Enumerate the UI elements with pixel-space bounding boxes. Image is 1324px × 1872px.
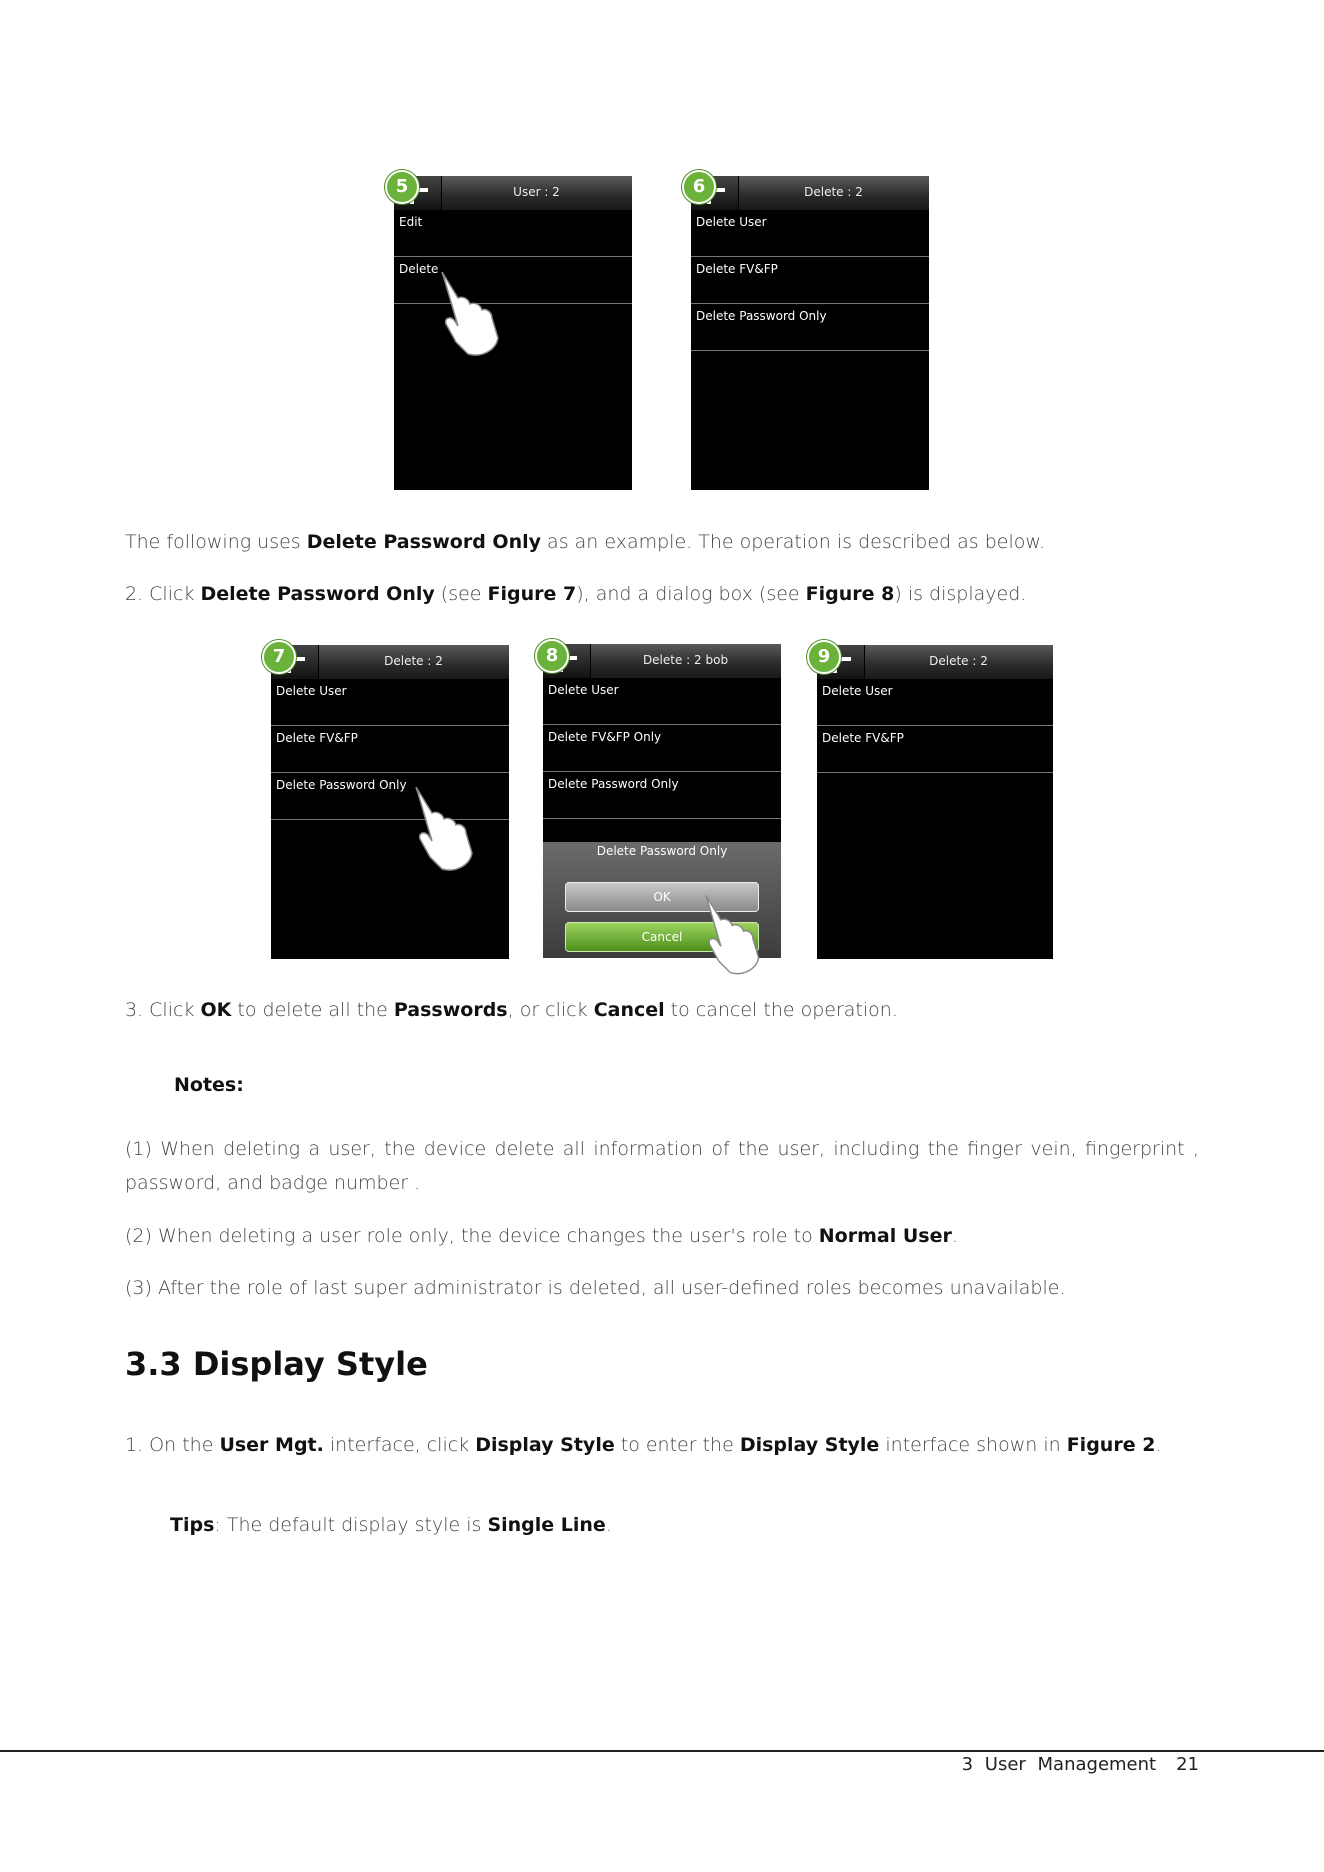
- screen-title: Delete : 2 bob: [642, 653, 729, 667]
- display-style-step-1: 1. On the User Mgt. interface, click Display Style to enter the Display Style interface shown in Figure 2.: [125, 1434, 1162, 1456]
- screen-title: User : 2: [513, 185, 560, 199]
- device-screen-fig5: [394, 176, 632, 490]
- menu-item-delete-user[interactable]: Delete User: [271, 679, 509, 726]
- tips-line: Tips: The default display style is Single Line.: [170, 1514, 612, 1536]
- note-2: (2) When deleting a user role only, the device changes the user's role to Normal User.: [125, 1225, 958, 1247]
- note-3: (3) After the role of last super administrator is deleted, all user-defined roles becomes unavailable.: [125, 1277, 1066, 1299]
- menu-item-delete-user[interactable]: Delete User: [817, 679, 1053, 726]
- section-heading: 3.3 Display Style: [125, 1345, 428, 1383]
- pointing-hand-icon: [412, 783, 482, 873]
- menu-item-delete-fvfp[interactable]: Delete FV&FP: [271, 726, 509, 773]
- figure-badge-7: 7: [262, 640, 296, 674]
- menu-item-delete-password-only[interactable]: Delete Password Only: [271, 773, 509, 820]
- menu-item-delete-password-only[interactable]: Delete Password Only: [691, 304, 929, 351]
- screen-title: Delete : 2: [384, 654, 443, 668]
- figure-badge-5: 5: [385, 170, 419, 204]
- screen-title: Delete : 2: [804, 185, 863, 199]
- cancel-button[interactable]: Cancel: [565, 922, 759, 952]
- menu-item-delete-user[interactable]: Delete User: [691, 210, 929, 257]
- menu-item-delete-fvfp[interactable]: Delete FV&FP: [691, 257, 929, 304]
- menu-item-delete-password-only[interactable]: Delete Password Only: [543, 772, 781, 819]
- pointing-hand-icon: [702, 890, 768, 978]
- menu-item-delete[interactable]: Delete: [394, 257, 632, 304]
- menu-item-delete-fvfp-only[interactable]: Delete FV&FP Only: [543, 725, 781, 772]
- intro-paragraph: The following uses Delete Password Only as an example. The operation is described as below.: [125, 531, 1046, 553]
- menu-item-edit[interactable]: Edit: [394, 210, 632, 257]
- note-1: (1) When deleting a user, the device delete all information of the user, including the finger vein, fingerprint , password, and badge number .: [125, 1138, 1199, 1194]
- menu-item-delete-fvfp[interactable]: Delete FV&FP: [817, 726, 1053, 773]
- footer-rule: [0, 1750, 1324, 1752]
- page-footer: [962, 1754, 1199, 1775]
- pointing-hand-icon: [438, 268, 508, 358]
- screen-title: Delete : 2: [929, 654, 988, 668]
- figure-badge-6: 6: [682, 170, 716, 204]
- step-2-paragraph: 2. Click Delete Password Only (see Figure 7), and a dialog box (see Figure 8) is displayed.: [125, 583, 1027, 605]
- menu-item-delete-user[interactable]: Delete User: [543, 678, 781, 725]
- footer-chapter: 3 User Management: [961, 1754, 1157, 1775]
- dialog-title: Delete Password Only: [596, 844, 728, 858]
- figure-badge-9: 9: [807, 640, 841, 674]
- device-screen-fig9: [817, 645, 1053, 959]
- page-number: 21: [1176, 1754, 1199, 1775]
- figure-badge-8: 8: [535, 639, 569, 673]
- step-3-paragraph: 3. Click OK to delete all the Passwords, or click Cancel to cancel the operation.: [125, 999, 898, 1021]
- notes-label: Notes:: [174, 1074, 244, 1096]
- ok-button[interactable]: OK: [565, 882, 759, 912]
- device-screen-fig6: [691, 176, 929, 490]
